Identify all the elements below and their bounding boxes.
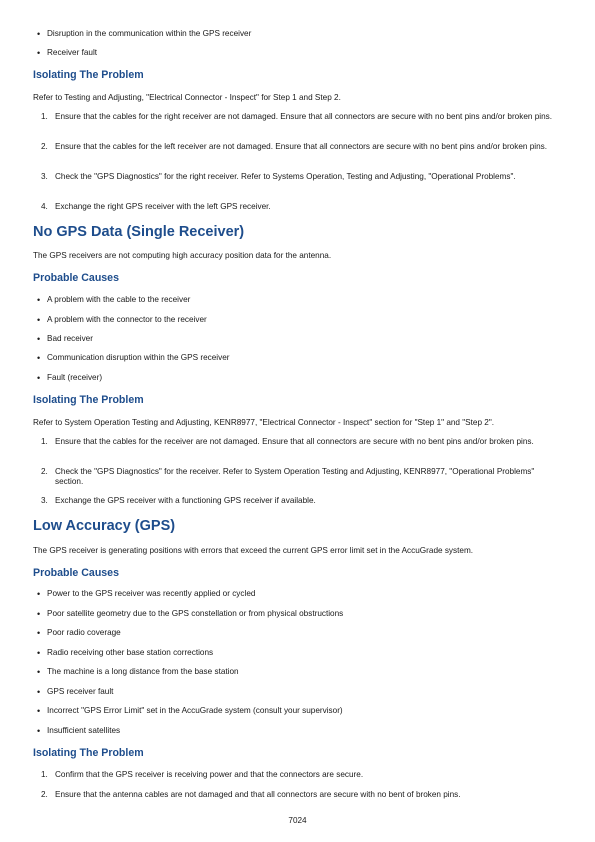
list-item: • Poor satellite geometry due to the GPS constellation or from physical obstructions: [47, 609, 343, 619]
list-item: • Communication disruption within the GPS receiver: [47, 353, 229, 363]
step-number: 3.: [41, 496, 48, 505]
section-heading: Isolating The Problem: [33, 69, 144, 81]
step-text: Exchange the GPS receiver with a functioning GPS receiver if available.: [55, 496, 316, 505]
section-heading: Probable Causes: [33, 567, 119, 579]
list-item: • GPS receiver fault: [47, 687, 113, 697]
step-text: Check the "GPS Diagnostics" for the right receiver. Refer to Systems Operation, Testing and Adjusting, "Operational Problems".: [55, 172, 516, 181]
topic-title: Low Accuracy (GPS): [33, 518, 176, 534]
list-item: • Receiver fault: [47, 48, 97, 58]
step-text: Ensure that the antenna cables are not damaged and that all connectors are secure with no bent of broken pins.: [55, 790, 461, 799]
step-text: Ensure that the cables for the receiver are not damaged. Ensure that all connectors are secure with no bent pins and/or broken pins.: [55, 437, 534, 446]
step-number: 1.: [41, 112, 48, 121]
step-number: 2.: [41, 467, 48, 476]
list-item: • Power to the GPS receiver was recently applied or cycled: [47, 589, 255, 599]
step-number: 1.: [41, 770, 48, 779]
paragraph: The GPS receivers are not computing high accuracy position data for the antenna.: [33, 251, 332, 260]
step-text: Check the "GPS Diagnostics" for the receiver. Refer to System Operation Testing and Adjusting, KENR8977, "Operational Problems" section.: [55, 467, 535, 486]
list-item: • Poor radio coverage: [47, 628, 121, 638]
step-text: Confirm that the GPS receiver is receiving power and that the connectors are secure.: [55, 770, 364, 779]
list-item: • Bad receiver: [47, 334, 93, 344]
list-item: • Incorrect "GPS Error Limit" set in the AccuGrade system (consult your supervisor): [47, 706, 343, 716]
list-item: • Radio receiving other base station corrections: [47, 648, 213, 658]
topic-title: No GPS Data (Single Receiver): [33, 224, 245, 240]
step-number: 1.: [41, 437, 48, 446]
paragraph: Refer to System Operation Testing and Adjusting, KENR8977, "Electrical Connector - Inspect" section for "Step 1" and "Step 2".: [33, 418, 495, 427]
step-number: 3.: [41, 172, 48, 181]
step-text: Exchange the right GPS receiver with the left GPS receiver.: [55, 202, 271, 211]
paragraph: The GPS receiver is generating positions with errors that exceed the current GPS error limit set in the AccuGrade system.: [33, 546, 474, 555]
section-heading: Isolating The Problem: [33, 747, 144, 759]
page-number: 7024: [288, 816, 307, 825]
list-item: • Fault (receiver): [47, 373, 102, 383]
step-number: 2.: [41, 790, 48, 799]
list-item: • Insufficient satellites: [47, 726, 120, 736]
paragraph: Refer to Testing and Adjusting, "Electrical Connector - Inspect" for Step 1 and Step 2.: [33, 93, 341, 102]
list-item: • The machine is a long distance from the base station: [47, 667, 239, 677]
section-heading: Isolating The Problem: [33, 394, 144, 406]
section-heading: Probable Causes: [33, 272, 119, 284]
list-item: • A problem with the cable to the receiver: [47, 295, 190, 305]
step-number: 2.: [41, 142, 48, 151]
step-text: Ensure that the cables for the left receiver are not damaged. Ensure that all connectors are secure with no bent pins and/or broken pins.: [55, 142, 547, 151]
step-number: 4.: [41, 202, 48, 211]
list-item: • Disruption in the communication within the GPS receiver: [47, 29, 251, 39]
step-text: Ensure that the cables for the right receiver are not damaged. Ensure that all connectors are secure with no bent pins and/or broken pins.: [55, 112, 552, 121]
list-item: • A problem with the connector to the receiver: [47, 315, 207, 325]
